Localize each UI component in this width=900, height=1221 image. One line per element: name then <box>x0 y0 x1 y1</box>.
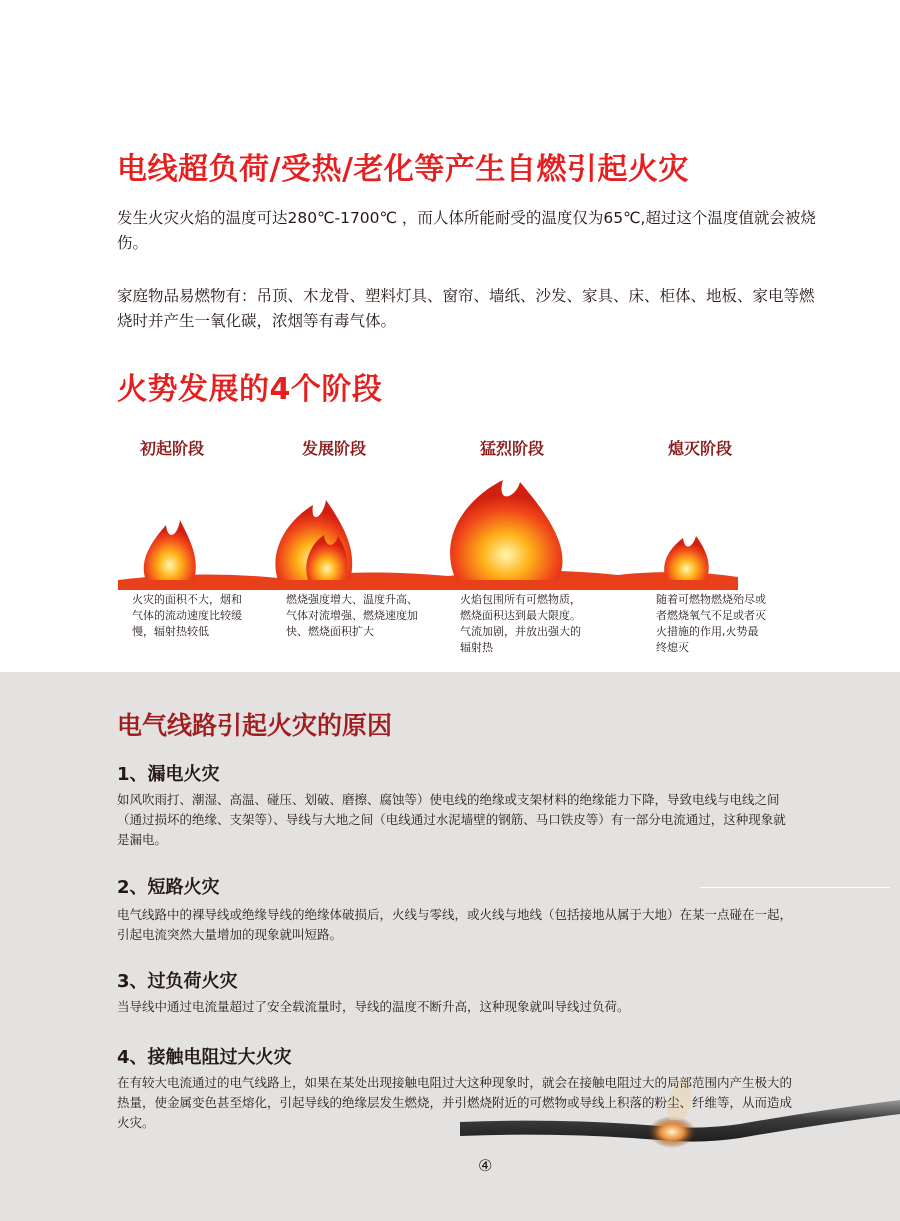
fire-stages-illustration <box>118 480 738 590</box>
stage-2-desc: 燃烧强度增大、温度升高、气体对流增强、燃烧速度加快、燃烧面积扩大 <box>286 593 418 638</box>
cause-2-title: 2、短路火灾 <box>117 877 220 898</box>
page-number: ④ <box>478 1156 493 1175</box>
cause-3-title: 3、过负荷火灾 <box>117 971 238 992</box>
cause-1-title: 1、漏电火灾 <box>117 764 220 785</box>
stage-1-title: 初起阶段 <box>140 439 205 458</box>
divider-line <box>700 887 890 888</box>
page-title: 电线超负荷/受热/老化等产生自燃引起火灾 <box>117 152 689 187</box>
cause-3-body: 当导线中通过电流量超过了安全载流量时，导线的温度不断升高，这种现象就叫导线过负荷。 <box>117 999 630 1014</box>
stage-3-title: 猛烈阶段 <box>480 439 545 458</box>
stage-4-title: 熄灭阶段 <box>668 439 733 458</box>
intro-paragraph-2: 家庭物品易燃物有：吊顶、木龙骨、塑料灯具、窗帘、墙纸、沙发、家具、床、柜体、地板、家电等燃烧时并产生一氧化碳，浓烟等有毒气体。 <box>117 287 815 330</box>
cause-4-title: 4、接触电阻过大火灾 <box>117 1047 292 1068</box>
stage-3-desc: 火焰包围所有可燃物质，燃烧面积达到最大限度。气流加剧，并放出强大的辐射热 <box>460 593 581 654</box>
cause-2-body: 电气线路中的裸导线或绝缘导线的绝缘体破损后，火线与零线，或火线与地线（包括接地从属于大地）在某一点碰在一起，引起电流突然大量增加的现象就叫短路。 <box>117 907 793 942</box>
stages-title: 火势发展的4个阶段 <box>117 372 383 407</box>
intro-paragraph-1: 发生火灾火焰的温度可达280℃-1700℃ ，而人体所能耐受的温度仅为65℃,超过这个温度值就会被烧伤。 <box>117 209 816 252</box>
stage-1-desc: 火灾的面积不大，烟和气体的流动速度比较缓慢，辐射热较低 <box>132 593 242 638</box>
stage-4-desc: 随着可燃物燃烧殆尽或者燃烧氧气不足或者灭火措施的作用,火势最终熄灭 <box>656 593 766 654</box>
stage-2-title: 发展阶段 <box>302 439 367 458</box>
cause-1-body: 如风吹雨打、潮湿、高温、碰压、划破、磨擦、腐蚀等）使电线的绝缘或支架材料的绝缘能力下降，导致电线与电线之间（通过损坏的绝缘、支架等）、导线与大地之间（电线通过水泥墙壁的钢筋、马口铁皮等）有一部分电流通过，这种现象就是漏电。 <box>117 792 786 847</box>
causes-title: 电气线路引起火灾的原因 <box>117 711 393 740</box>
cause-4-body: 在有较大电流通过的电气线路上，如果在某处出现接触电阻过大这种现象时，就会在接触电阻过大的局部范围内产生极大的热量，使金属变色甚至熔化，引起导线的绝缘层发生燃烧，并引燃烧附近的可燃物或导线上积落的粉尘、纤维等，从而造成火灾。 <box>117 1075 793 1130</box>
